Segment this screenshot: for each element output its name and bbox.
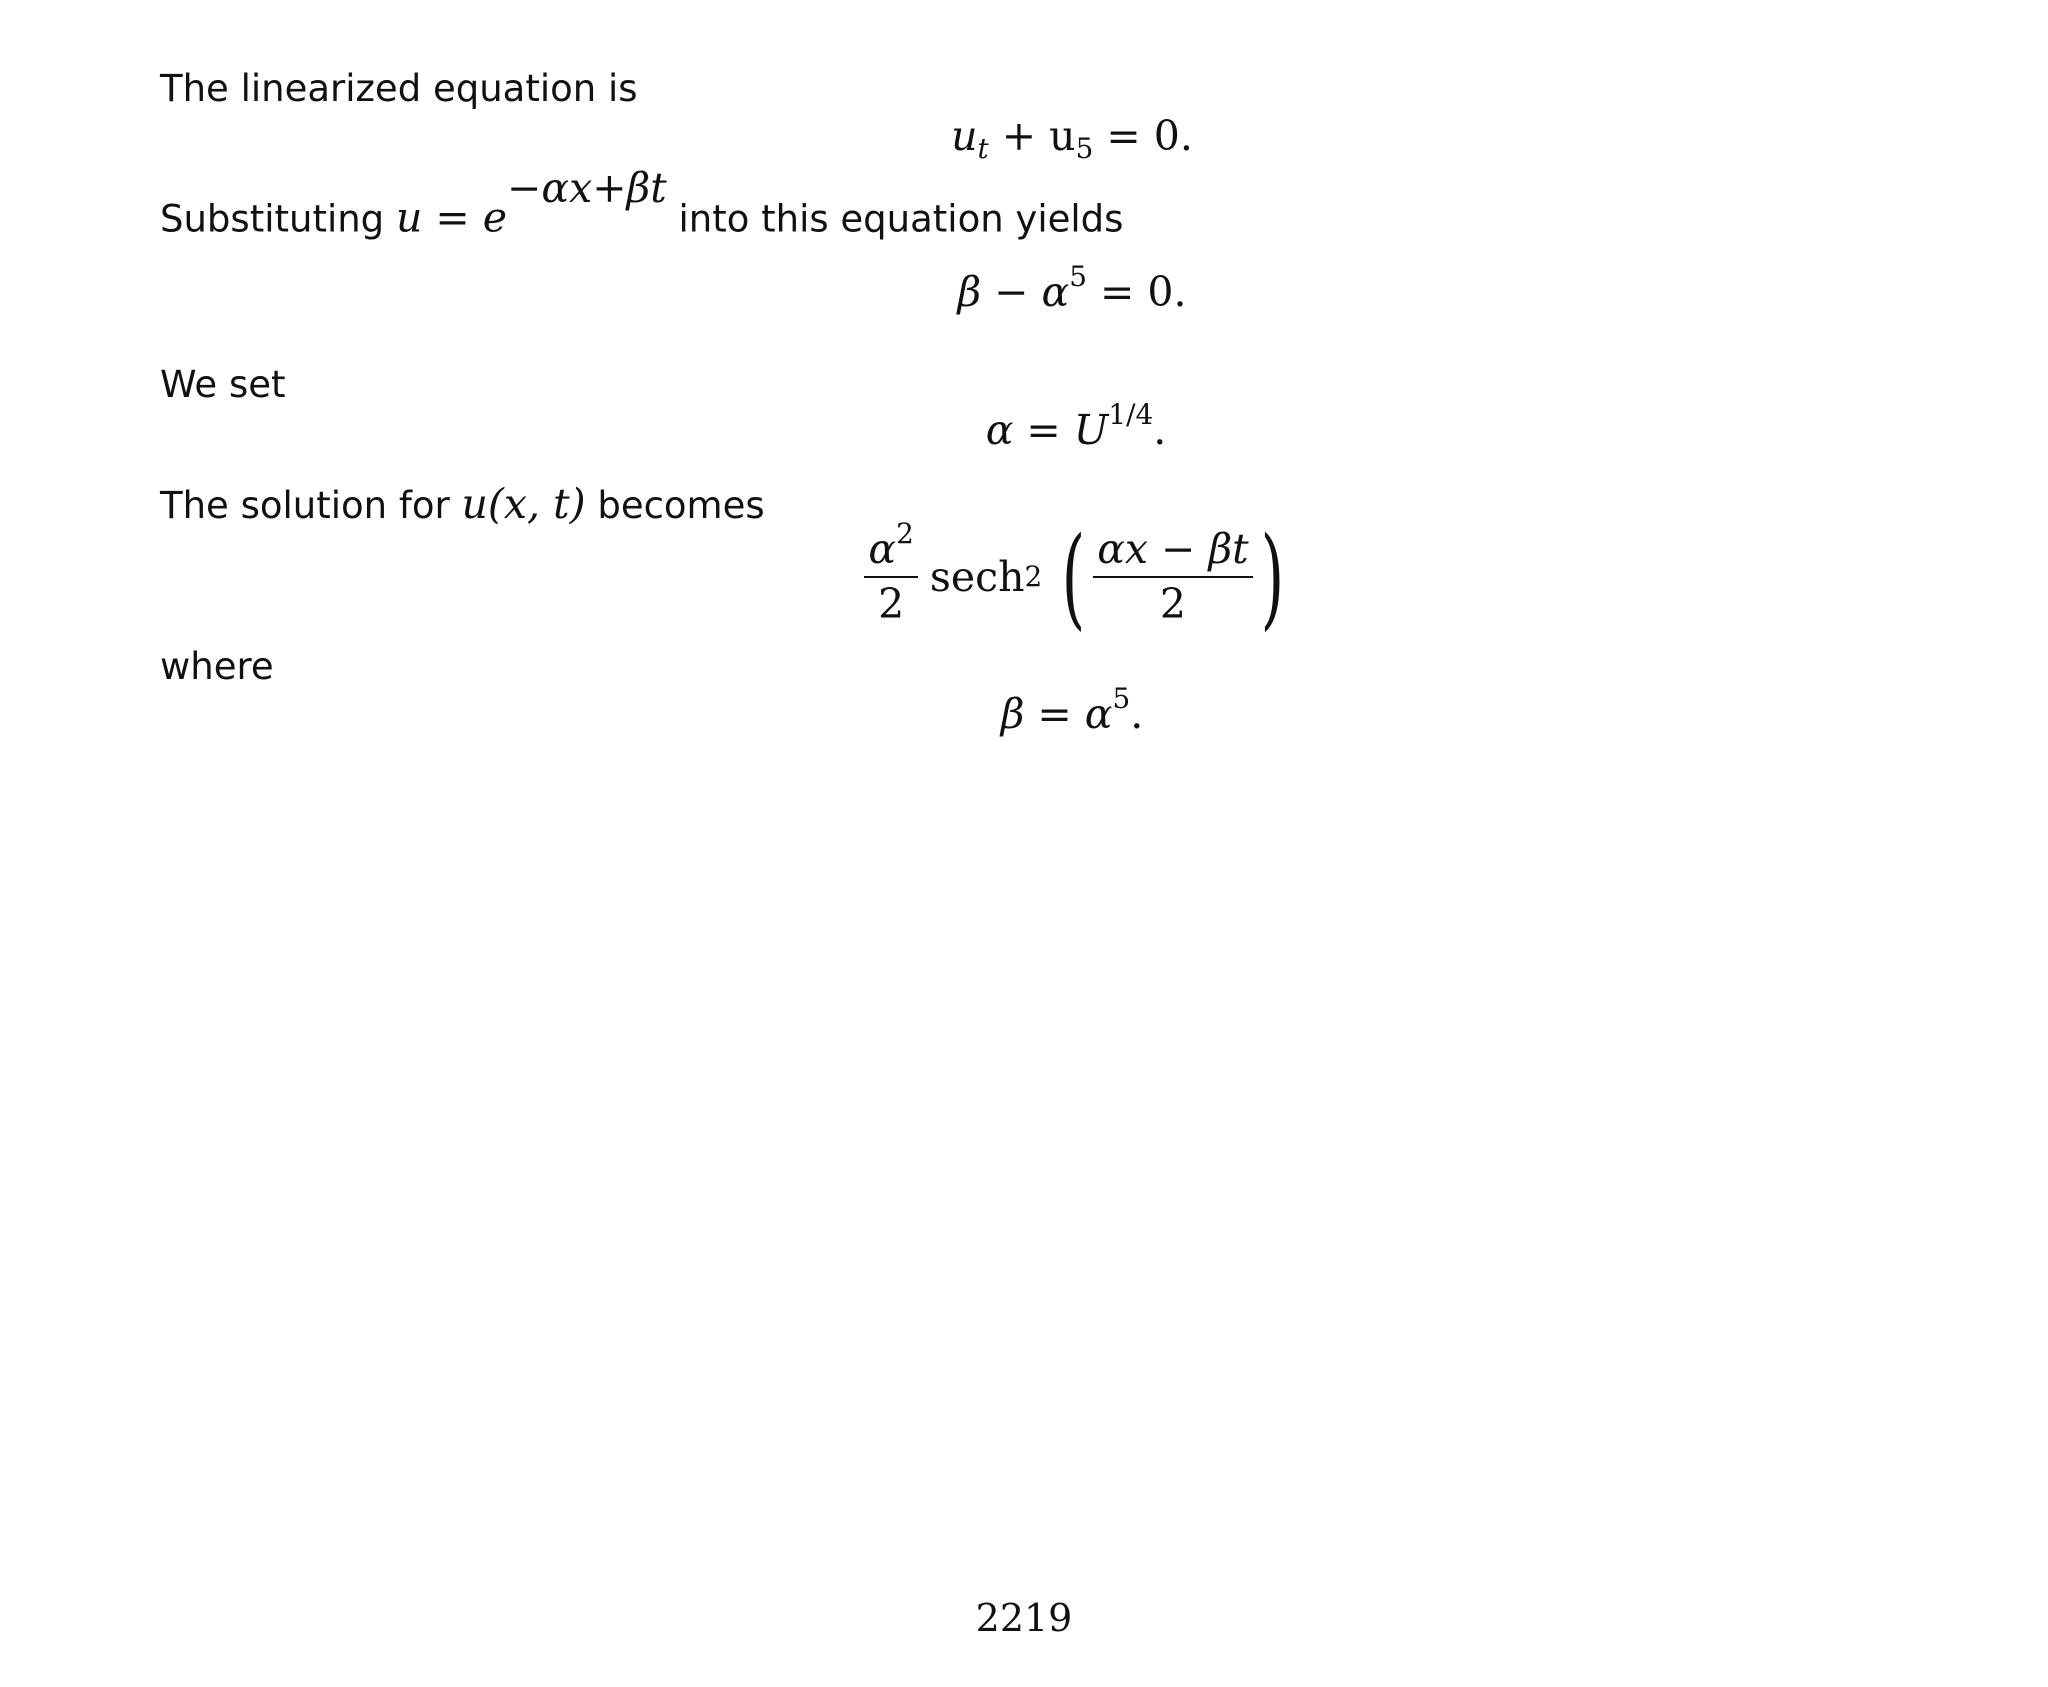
eq5-rhs: .	[1130, 690, 1144, 738]
eq1-u: u	[951, 112, 978, 160]
eq4-fraction-alpha	[864, 516, 917, 628]
eq2-lhs: β − α	[957, 268, 1070, 316]
eq1-plus-u: + u	[988, 112, 1076, 160]
page-number: 2219	[975, 1596, 1073, 1640]
equation-dispersion	[0, 259, 2048, 316]
math-exponent: −αx+βt	[507, 164, 667, 212]
eq1-sub-5: 5	[1075, 131, 1094, 165]
eq4-sech: sech	[929, 552, 1025, 601]
text-solution-after: becomes	[597, 484, 765, 527]
equation-solution: $\frac{\alpha^2}{2}$ sech 2 ( $\frac{\alpha x - \beta t}{2}$ )	[0, 522, 2048, 632]
equation-linearized	[0, 112, 2048, 165]
text-linearized-equation: The linearized equation is	[160, 67, 638, 110]
eq1-sub-t: t	[977, 131, 989, 165]
text-where: where	[160, 645, 274, 688]
eq4-frac1-num-sup: 2	[896, 516, 914, 550]
text-substituting-before: Substituting	[160, 197, 385, 241]
eq4-frac1-num: α	[868, 525, 897, 573]
eq5-sup: 5	[1112, 681, 1131, 715]
eq4-fraction-argument	[1093, 525, 1252, 628]
text-we-set: We set	[160, 363, 286, 406]
eq4-frac1-den: 2	[878, 580, 905, 628]
equation-alpha	[0, 397, 2048, 454]
text-solution-before: The solution for	[160, 484, 450, 527]
eq5-lhs: β = α	[1000, 690, 1113, 738]
eq3-rhs: .	[1153, 406, 1167, 454]
eq4-frac2-den: 2	[1159, 580, 1186, 628]
math-u-x-t: u(x, t)	[461, 480, 586, 528]
eq1-rhs: = 0.	[1093, 112, 1193, 160]
eq2-sup: 5	[1069, 259, 1087, 293]
text-solution-for	[160, 480, 765, 528]
right-paren: )	[1260, 513, 1284, 641]
left-paren: (	[1061, 513, 1086, 641]
text-substituting-after: into this equation yields	[678, 197, 1124, 241]
text-substituting	[160, 164, 1124, 242]
eq2-rhs: = 0.	[1087, 268, 1187, 316]
eq3-lhs: α = U	[985, 406, 1109, 454]
math-u-equals-e: u = e	[395, 193, 508, 242]
eq3-sup: 1/4	[1108, 397, 1154, 431]
equation-beta	[0, 681, 2048, 738]
eq4-frac2-num: αx − βt	[1093, 529, 1252, 578]
